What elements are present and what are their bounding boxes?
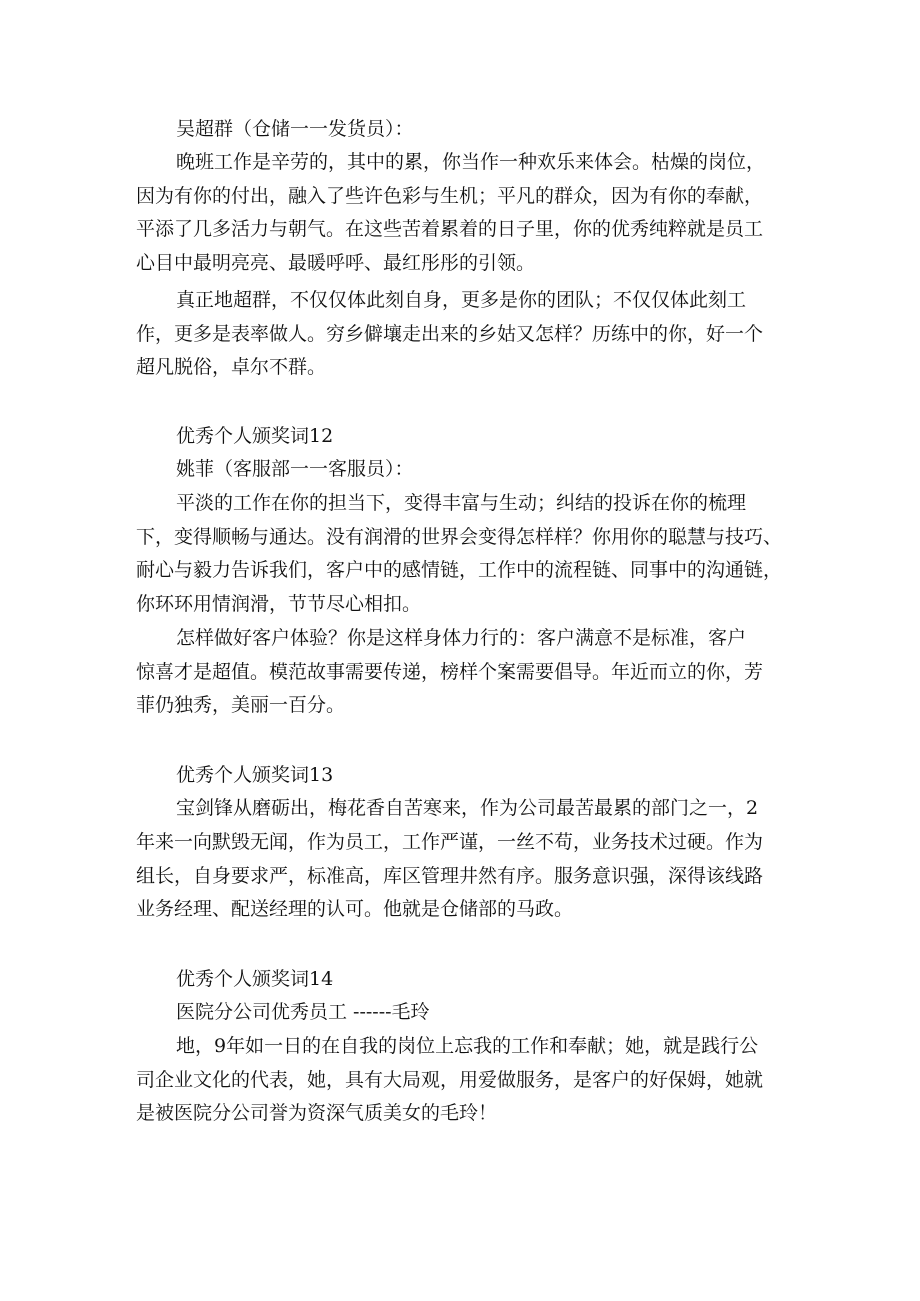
section-heading: 优秀个人颁奖词13 <box>176 764 334 786</box>
paragraph-line: 惊喜才是超值。模范故事需要传递，榜样个案需要倡导。年近而立的你，芳 <box>136 661 764 683</box>
paragraph-line: 你环环用情润滑，节节尽心相扣。 <box>136 593 422 615</box>
paragraph-line: 心目中最明亮亮、最暖呼呼、最红彤彤的引领。 <box>136 252 536 274</box>
paragraph-line: 组长，自身要求严，标准高，库区管理井然有序。服务意识强，深得该线路 <box>136 865 764 887</box>
paragraph-line: 超凡脱俗，卓尔不群。 <box>136 356 327 378</box>
paragraph-line: 真正地超群，不仅仅体此刻自身，更多是你的团队；不仅仅体此刻工 <box>176 289 747 311</box>
paragraph-line: 业务经理、配送经理的认可。他就是仓储部的马政。 <box>136 898 574 920</box>
paragraph-line: 作，更多是表率做人。穷乡僻壤走出来的乡姑又怎样？历练中的你，好一个 <box>136 323 764 345</box>
section-heading: 优秀个人颁奖词12 <box>176 425 334 447</box>
paragraph-line: 是被医院分公司誉为资深气质美女的毛玲！ <box>136 1102 498 1124</box>
paragraph-line: 菲仍独秀，美丽一百分。 <box>136 694 346 716</box>
paragraph-line: 宝剑锋从磨砺出，梅花香自苦寒来，作为公司最苦最累的部门之一，2 <box>176 797 759 819</box>
paragraph-line: 平添了几多活力与朝气。在这些苦着累着的日子里，你的优秀纯粹就是员工 <box>136 218 764 240</box>
person-heading: 医院分公司优秀员工 ------毛玲 <box>176 1001 430 1023</box>
paragraph-line: 耐心与毅力告诉我们，客户中的感情链，工作中的流程链、同事中的沟通链， <box>136 559 783 581</box>
person-heading: 姚菲（客服部一一客服员）： <box>176 458 414 480</box>
section-heading: 优秀个人颁奖词14 <box>176 968 334 990</box>
paragraph-line: 平淡的工作在你的担当下，变得丰富与生动；纠结的投诉在你的梳理 <box>176 492 747 514</box>
paragraph-line: 年来一向默毁无闻，作为员工，工作严谨，一丝不苟，业务技术过硬。作为 <box>136 831 764 853</box>
paragraph-line: 晚班工作是辛劳的，其中的累，你当作一种欢乐来体会。枯燥的岗位， <box>176 151 766 173</box>
person-heading: 吴超群（仓储一一发货员）： <box>176 118 414 140</box>
paragraph-line: 司企业文化的代表，她，具有大局观，用爱做服务，是客户的好保姆，她就 <box>136 1069 764 1091</box>
paragraph-line: 下，变得顺畅与通达。没有润滑的世界会变得怎样样？你用你的聪慧与技巧、 <box>136 526 783 548</box>
paragraph-line: 因为有你的付出，融入了些许色彩与生机；平凡的群众，因为有你的奉献， <box>136 185 764 207</box>
paragraph-line: 地，9年如一日的在自我的岗位上忘我的工作和奉献；她，就是践行公 <box>176 1035 759 1057</box>
paragraph-line: 怎样做好客户体验？你是这样身体力行的：客户满意不是标准，客户 <box>176 627 747 649</box>
